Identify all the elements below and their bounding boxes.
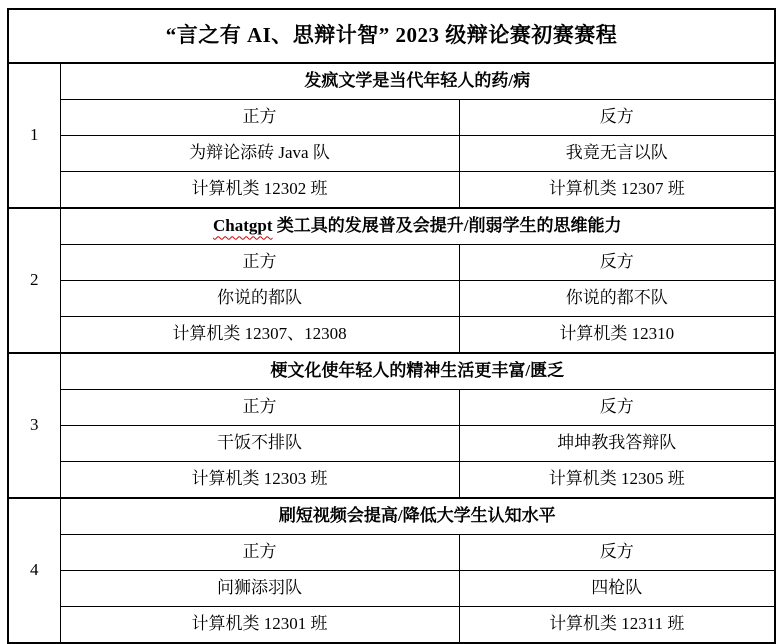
con-team-name: 我竟无言以队 bbox=[459, 136, 775, 172]
con-team-class: 计算机类 12310 bbox=[459, 317, 775, 354]
debate-topic bbox=[60, 498, 775, 535]
section-2-topic-row bbox=[8, 208, 775, 245]
match-number: 3 bbox=[8, 353, 60, 498]
pro-team-name: 干饭不排队 bbox=[60, 426, 459, 462]
pro-side-header: 正方 bbox=[60, 535, 459, 571]
con-team-class: 计算机类 12311 班 bbox=[459, 607, 775, 644]
con-team-class: 计算机类 12305 班 bbox=[459, 462, 775, 499]
table-title: “言之有 AI、思辩计智” 2023 级辩论赛初赛赛程 bbox=[8, 9, 775, 63]
section-1-side-header-row bbox=[8, 100, 775, 136]
pro-team-class: 计算机类 12303 班 bbox=[60, 462, 459, 499]
pro-team-class: 计算机类 12301 班 bbox=[60, 607, 459, 644]
match-number: 4 bbox=[8, 498, 60, 643]
spellchecked-word: Chatgpt bbox=[213, 216, 273, 236]
section-4-class-row bbox=[8, 607, 775, 644]
section-2-class-row bbox=[8, 317, 775, 354]
con-side-header: 反方 bbox=[459, 535, 775, 571]
topic-text: 梗文化使年轻人的精神生活更丰富/匮乏 bbox=[270, 361, 565, 381]
section-4-side-header-row bbox=[8, 535, 775, 571]
pro-team-class: 计算机类 12302 班 bbox=[60, 172, 459, 209]
section-3-class-row bbox=[8, 462, 775, 499]
debate-topic bbox=[60, 63, 775, 100]
con-team-class: 计算机类 12307 班 bbox=[459, 172, 775, 209]
pro-side-header: 正方 bbox=[60, 245, 459, 281]
con-team-name: 四枪队 bbox=[459, 571, 775, 607]
section-2-team-row bbox=[8, 281, 775, 317]
con-side-header: 反方 bbox=[459, 390, 775, 426]
match-number: 1 bbox=[8, 63, 60, 208]
section-4-topic-row bbox=[8, 498, 775, 535]
pro-team-class: 计算机类 12307、12308 bbox=[60, 317, 459, 354]
pro-side-header: 正方 bbox=[60, 100, 459, 136]
match-number: 2 bbox=[8, 208, 60, 353]
topic-text: 发疯文学是当代年轻人的药/病 bbox=[304, 71, 531, 91]
section-4-team-row bbox=[8, 571, 775, 607]
con-side-header: 反方 bbox=[459, 245, 775, 281]
section-3-side-header-row bbox=[8, 390, 775, 426]
debate-topic bbox=[60, 208, 775, 245]
pro-side-header: 正方 bbox=[60, 390, 459, 426]
con-team-name: 你说的都不队 bbox=[459, 281, 775, 317]
topic-text: 刷短视频会提高/降低大学生认知水平 bbox=[278, 506, 556, 526]
con-team-name: 坤坤教我答辩队 bbox=[459, 426, 775, 462]
section-1-topic-row bbox=[8, 63, 775, 100]
debate-topic bbox=[60, 353, 775, 390]
topic-text: 类工具的发展普及会提升/削弱学生的思维能力 bbox=[272, 216, 622, 236]
pro-team-name: 问狮添羽队 bbox=[60, 571, 459, 607]
title-row bbox=[8, 9, 775, 63]
con-side-header: 反方 bbox=[459, 100, 775, 136]
pro-team-name: 你说的都队 bbox=[60, 281, 459, 317]
pro-team-name: 为辩论添砖 Java 队 bbox=[60, 136, 459, 172]
section-2-side-header-row bbox=[8, 245, 775, 281]
debate-schedule-table bbox=[7, 8, 776, 644]
section-3-team-row bbox=[8, 426, 775, 462]
section-1-team-row bbox=[8, 136, 775, 172]
section-3-topic-row bbox=[8, 353, 775, 390]
section-1-class-row bbox=[8, 172, 775, 209]
